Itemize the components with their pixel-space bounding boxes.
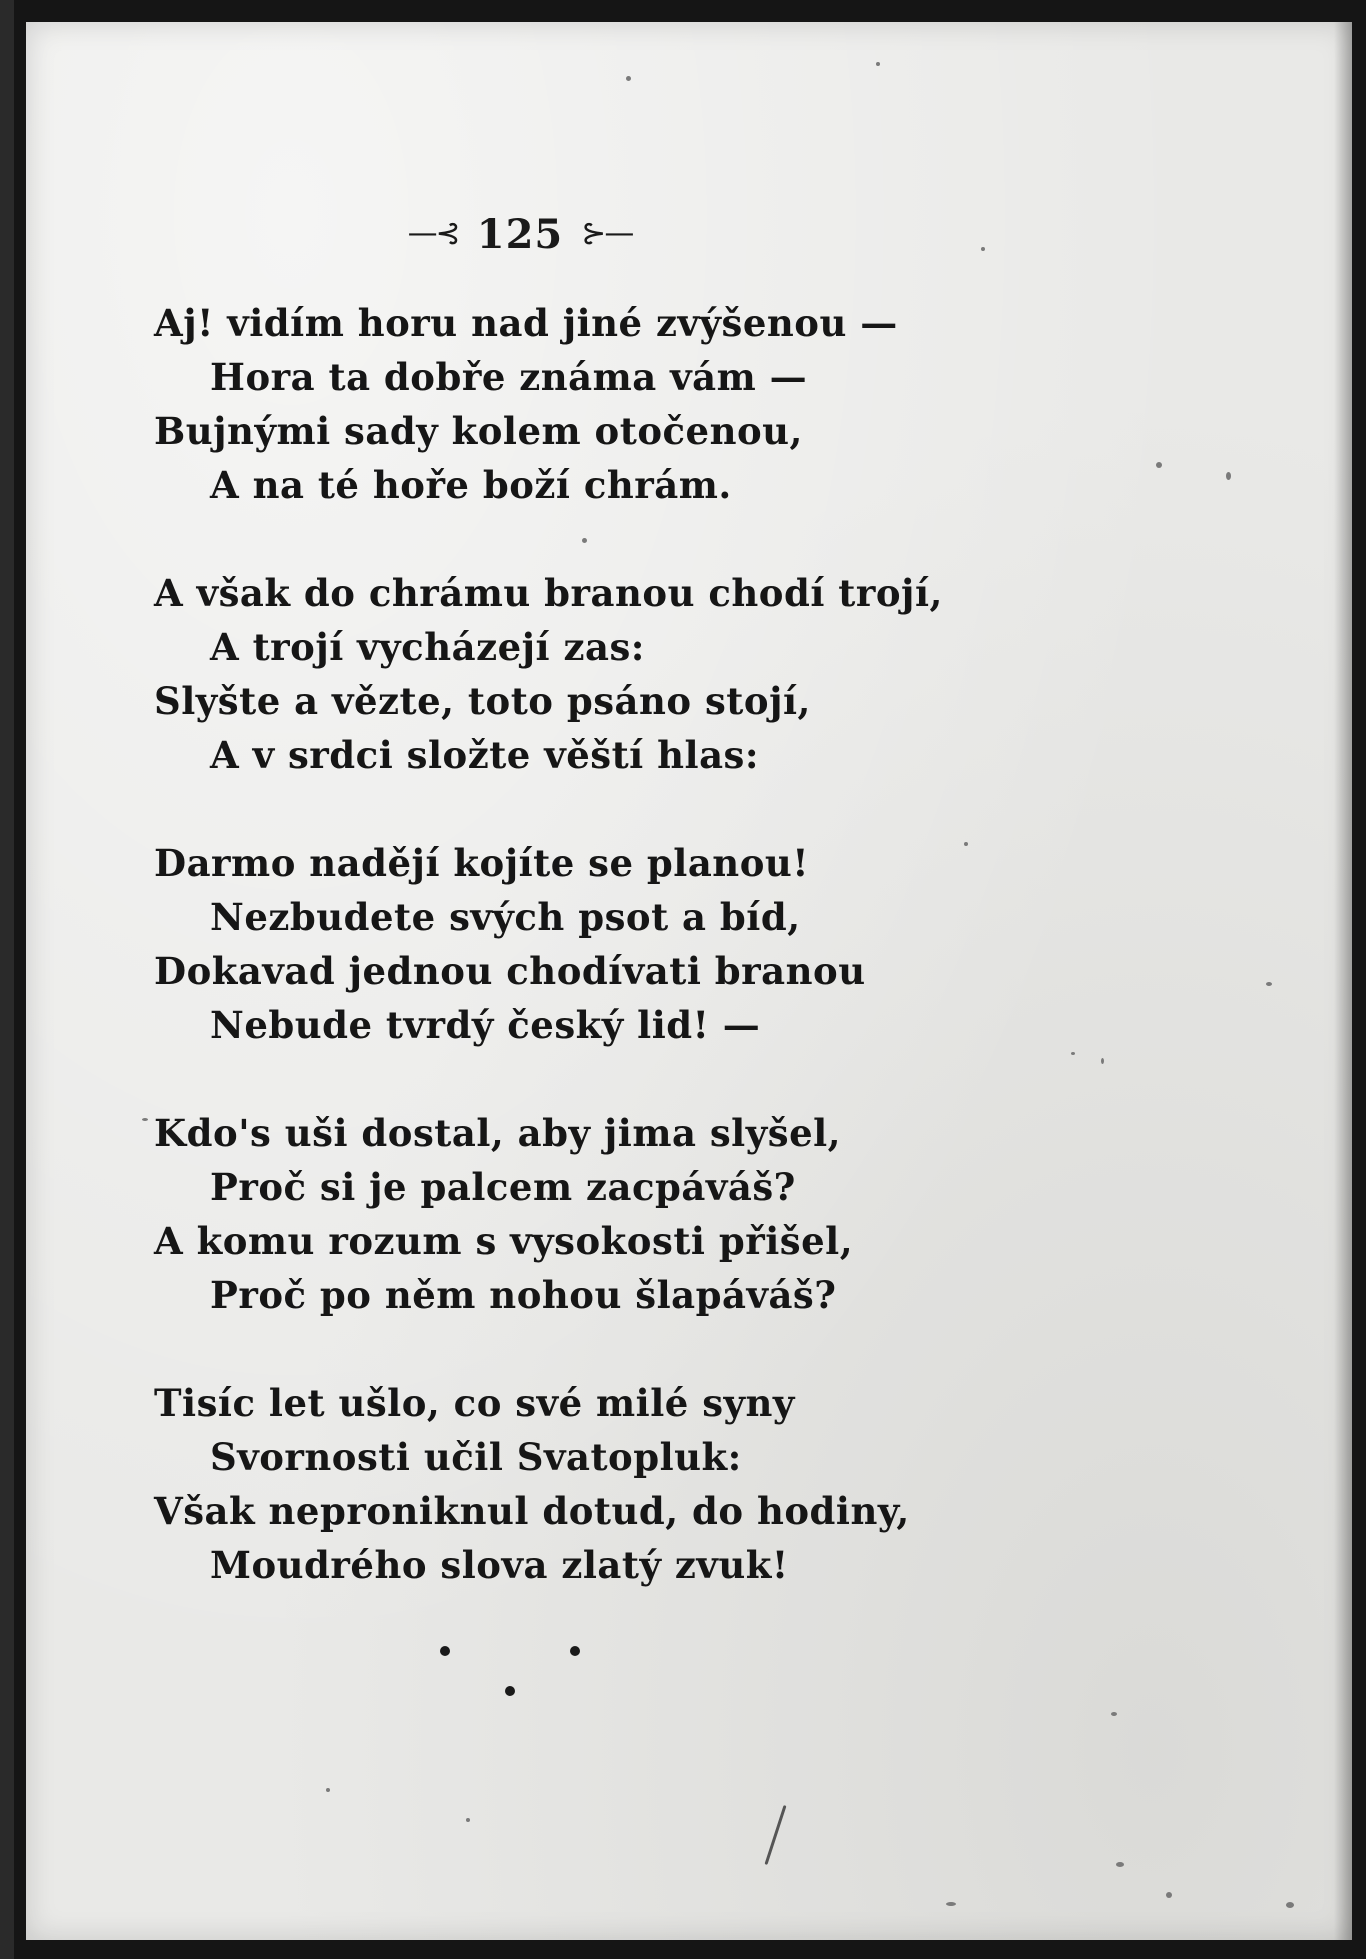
stanza-2 bbox=[154, 566, 1194, 782]
scan-speck bbox=[1166, 1892, 1172, 1898]
poem-line: Nebude tvrdý český lid! — bbox=[210, 1003, 761, 1047]
poem-line: Proč si je palcem zacpáváš? bbox=[210, 1165, 796, 1209]
ornament-left-icon: —⊰ bbox=[407, 216, 459, 251]
scan-speck bbox=[946, 1902, 956, 1906]
scan-speck bbox=[142, 1118, 148, 1121]
pencil-mark bbox=[764, 1805, 786, 1865]
book-spine-edge bbox=[0, 0, 14, 1959]
poem-line: Kdo's uši dostal, aby jima slyšel, bbox=[154, 1111, 842, 1155]
scan-speck bbox=[1111, 1712, 1117, 1716]
page-shadow-edge bbox=[1334, 22, 1352, 1940]
scan-speck bbox=[326, 1788, 330, 1792]
stanza-4 bbox=[154, 1106, 1194, 1322]
scan-speck bbox=[1286, 1902, 1294, 1908]
poem-line: Však neproniknul dotud, do hodiny, bbox=[154, 1489, 910, 1533]
asterism-dot-icon bbox=[440, 1646, 450, 1656]
poem-line: Svornosti učil Svatopluk: bbox=[210, 1435, 742, 1479]
scan-speck bbox=[1226, 472, 1231, 480]
asterism-dot-icon bbox=[505, 1686, 515, 1696]
page-number: 125 bbox=[476, 210, 564, 258]
poem-line: Tisíc let ušlo, co své milé syny bbox=[154, 1381, 795, 1425]
scan-speck bbox=[466, 1818, 470, 1822]
stanza-5 bbox=[154, 1376, 1194, 1592]
poem-line: Slyšte a vězte, toto psáno stojí, bbox=[154, 679, 811, 723]
poem-line: A na té hoře boží chrám. bbox=[210, 463, 732, 507]
poem-line: Proč po něm nohou šlapáváš? bbox=[210, 1273, 837, 1317]
poem-line: A v srdci složte věští hlas: bbox=[210, 733, 760, 777]
scan-speck bbox=[876, 62, 880, 66]
scan-speck bbox=[626, 76, 631, 81]
poem-line: Dokavad jednou chodívati branou bbox=[154, 949, 866, 993]
poem-line: A komu rozum s vysokosti přišel, bbox=[154, 1219, 854, 1263]
poem-line: Bujnými sady kolem otočenou, bbox=[154, 409, 803, 453]
poem-line: Darmo nadějí kojíte se planou! bbox=[154, 841, 810, 885]
section-separator bbox=[380, 1630, 640, 1720]
poem-line: A trojí vycházejí zas: bbox=[210, 625, 645, 669]
poem-line: Nezbudete svých psot a bíd, bbox=[210, 895, 801, 939]
scan-speck bbox=[1116, 1862, 1124, 1867]
stanza-1 bbox=[154, 296, 1194, 512]
ornament-right-icon: ⊱— bbox=[581, 216, 633, 251]
poem-line: Aj! vidím horu nad jiné zvýšenou — bbox=[154, 301, 898, 345]
scan-speck bbox=[981, 247, 985, 251]
poem-line: Moudrého slova zlatý zvuk! bbox=[210, 1543, 789, 1587]
poem bbox=[154, 296, 1194, 1646]
page-header bbox=[380, 204, 660, 264]
stanza-3 bbox=[154, 836, 1194, 1052]
poem-line: Hora ta dobře známa vám — bbox=[210, 355, 808, 399]
scan-speck bbox=[1266, 982, 1272, 986]
asterism-dot-icon bbox=[570, 1646, 580, 1656]
poem-line: A však do chrámu branou chodí trojí, bbox=[154, 571, 943, 615]
